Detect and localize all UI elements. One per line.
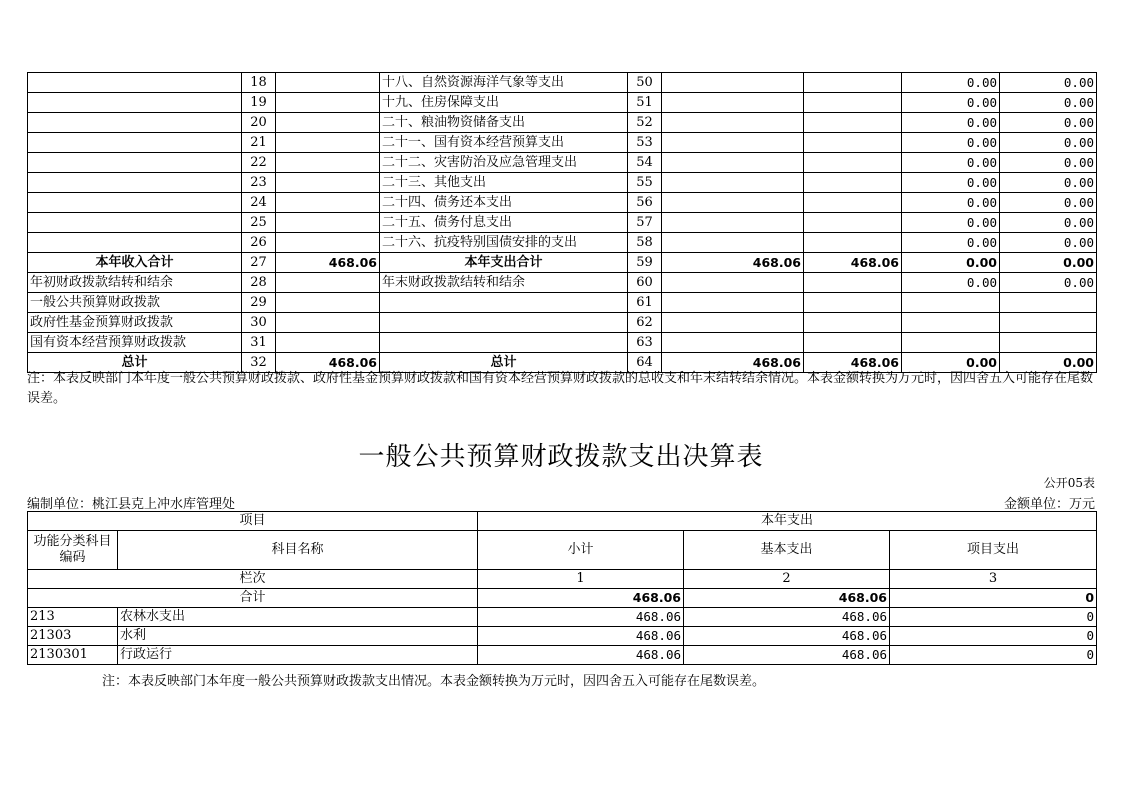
left-amount: 468.06 [276, 353, 380, 373]
amount-state-capital: 0.00 [1000, 253, 1097, 273]
left-item: 总计 [28, 353, 242, 373]
total-label: 合计 [28, 589, 478, 608]
left-amount [276, 173, 380, 193]
table2-note: 注：本表反映部门本年度一般公共预算财政拨款支出情况。本表金额转换为万元时，因四舍五入可能存在尾数误差。 [102, 674, 766, 689]
left-line-no: 25 [242, 213, 276, 233]
right-item: 十八、自然资源海洋气象等支出 [380, 73, 628, 93]
right-line-no: 54 [628, 153, 662, 173]
left-item: 年初财政拨款结转和结余 [28, 273, 242, 293]
table-row [28, 133, 1097, 153]
left-item: 国有资本经营预算财政拨款 [28, 333, 242, 353]
amount-fund: 0.00 [902, 213, 1000, 233]
right-item: 二十二、灾害防治及应急管理支出 [380, 153, 628, 173]
total-subtotal: 468.06 [478, 589, 684, 608]
col-number-1: 1 [478, 570, 684, 589]
header-subtotal: 小计 [478, 531, 684, 570]
table-row [28, 173, 1097, 193]
amount-fund: 0.00 [902, 173, 1000, 193]
right-item: 十九、住房保障支出 [380, 93, 628, 113]
table-row [28, 627, 1097, 646]
right-item: 总计 [380, 353, 628, 373]
right-line-no: 59 [628, 253, 662, 273]
left-line-no: 23 [242, 173, 276, 193]
amount-total [662, 313, 804, 333]
header-basic: 基本支出 [684, 531, 890, 570]
amount-state-capital: 0.00 [1000, 133, 1097, 153]
right-line-no: 53 [628, 133, 662, 153]
left-amount [276, 213, 380, 233]
left-amount [276, 333, 380, 353]
table-row [28, 608, 1097, 627]
amount-state-capital: 0.00 [1000, 273, 1097, 293]
amount-total [662, 73, 804, 93]
table-row [28, 333, 1097, 353]
left-line-no: 19 [242, 93, 276, 113]
amount-unit: 金额单位：万元 [1003, 497, 1095, 512]
left-line-no: 28 [242, 273, 276, 293]
amount-total: 468.06 [662, 253, 804, 273]
left-line-no: 21 [242, 133, 276, 153]
amount-state-capital: 0.00 [1000, 193, 1097, 213]
amount-total: 468.06 [662, 353, 804, 373]
project-amount: 0 [890, 608, 1097, 627]
left-line-no: 22 [242, 153, 276, 173]
header-code: 功能分类科目编码 [28, 531, 118, 570]
amount-general [804, 333, 902, 353]
left-item [28, 233, 242, 253]
left-line-no: 29 [242, 293, 276, 313]
amount-fund: 0.00 [902, 273, 1000, 293]
project-amount: 0 [890, 646, 1097, 665]
amount-state-capital: 0.00 [1000, 73, 1097, 93]
left-amount [276, 293, 380, 313]
left-line-no: 30 [242, 313, 276, 333]
right-line-no: 63 [628, 333, 662, 353]
amount-fund: 0.00 [902, 73, 1000, 93]
right-item: 本年支出合计 [380, 253, 628, 273]
amount-fund: 0.00 [902, 133, 1000, 153]
right-line-no: 55 [628, 173, 662, 193]
form-number: 公开05表 [1043, 476, 1095, 490]
function-code: 2130301 [28, 646, 118, 665]
amount-fund: 0.00 [902, 233, 1000, 253]
left-amount [276, 133, 380, 153]
right-item: 年末财政拨款结转和结余 [380, 273, 628, 293]
left-amount [276, 273, 380, 293]
amount-total [662, 193, 804, 213]
amount-total [662, 133, 804, 153]
right-item: 二十六、抗疫特别国债安排的支出 [380, 233, 628, 253]
subtotal-amount: 468.06 [478, 608, 684, 627]
left-amount [276, 73, 380, 93]
basic-amount: 468.06 [684, 608, 890, 627]
amount-general [804, 213, 902, 233]
right-line-no: 51 [628, 93, 662, 113]
header-project: 项目 [28, 512, 478, 531]
table-row [28, 253, 1097, 273]
amount-general [804, 153, 902, 173]
table-row [28, 293, 1097, 313]
right-line-no: 62 [628, 313, 662, 333]
amount-general [804, 273, 902, 293]
amount-state-capital: 0.00 [1000, 213, 1097, 233]
amount-state-capital: 0.00 [1000, 353, 1097, 373]
page-title: 一般公共预算财政拨款支出决算表 [358, 442, 764, 472]
amount-state-capital [1000, 313, 1097, 333]
total-basic: 468.06 [684, 589, 890, 608]
amount-state-capital [1000, 333, 1097, 353]
amount-state-capital [1000, 293, 1097, 313]
amount-general [804, 173, 902, 193]
amount-fund [902, 333, 1000, 353]
total-project-exp: 0 [890, 589, 1097, 608]
left-item: 本年收入合计 [28, 253, 242, 273]
subject-name: 水利 [118, 627, 478, 646]
amount-general [804, 133, 902, 153]
right-line-no: 58 [628, 233, 662, 253]
amount-state-capital: 0.00 [1000, 113, 1097, 133]
amount-general [804, 113, 902, 133]
left-item [28, 213, 242, 233]
subject-name: 行政运行 [118, 646, 478, 665]
amount-state-capital: 0.00 [1000, 153, 1097, 173]
amount-state-capital: 0.00 [1000, 173, 1097, 193]
left-item: 一般公共预算财政拨款 [28, 293, 242, 313]
left-item: 政府性基金预算财政拨款 [28, 313, 242, 333]
table1-note: 注：本表反映部门本年度一般公共预算财政拨款、政府性基金预算财政拨款和国有资本经营预算财政拨款的总收支和年末结转结余情况。本表金额转换为万元时，因四舍五入可能存在尾数误差。 [27, 371, 1094, 406]
left-line-no: 26 [242, 233, 276, 253]
amount-fund: 0.00 [902, 153, 1000, 173]
left-line-no: 24 [242, 193, 276, 213]
header-this-year: 本年支出 [478, 512, 1097, 531]
right-item: 二十、粮油物资储备支出 [380, 113, 628, 133]
left-line-no: 27 [242, 253, 276, 273]
amount-total [662, 233, 804, 253]
amount-fund [902, 293, 1000, 313]
left-item [28, 93, 242, 113]
left-item [28, 173, 242, 193]
left-item [28, 193, 242, 213]
amount-total [662, 113, 804, 133]
table-row [28, 73, 1097, 93]
function-code: 213 [28, 608, 118, 627]
subtotal-amount: 468.06 [478, 627, 684, 646]
subject-name: 农林水支出 [118, 608, 478, 627]
left-amount [276, 93, 380, 113]
left-amount: 468.06 [276, 253, 380, 273]
right-line-no: 64 [628, 353, 662, 373]
header-name: 科目名称 [118, 531, 478, 570]
amount-general [804, 313, 902, 333]
right-line-no: 61 [628, 293, 662, 313]
left-amount [276, 313, 380, 333]
amount-fund: 0.00 [902, 113, 1000, 133]
basic-amount: 468.06 [684, 646, 890, 665]
amount-general [804, 193, 902, 213]
function-code: 21303 [28, 627, 118, 646]
left-amount [276, 193, 380, 213]
table-row [28, 213, 1097, 233]
left-item [28, 153, 242, 173]
amount-fund: 0.00 [902, 93, 1000, 113]
col-label: 栏次 [28, 570, 478, 589]
amount-total [662, 173, 804, 193]
col-number-2: 2 [684, 570, 890, 589]
amount-general [804, 73, 902, 93]
table-row [28, 313, 1097, 333]
right-item [380, 293, 628, 313]
amount-total [662, 153, 804, 173]
subtotal-amount: 468.06 [478, 646, 684, 665]
left-amount [276, 233, 380, 253]
left-amount [276, 113, 380, 133]
right-item [380, 333, 628, 353]
amount-total [662, 333, 804, 353]
left-amount [276, 153, 380, 173]
left-item [28, 73, 242, 93]
table-row [28, 193, 1097, 213]
amount-general [804, 293, 902, 313]
right-item [380, 313, 628, 333]
reporting-unit: 编制单位：桃江县克上冲水库管理处 [27, 497, 236, 512]
amount-fund [902, 313, 1000, 333]
left-line-no: 31 [242, 333, 276, 353]
right-item: 二十三、其他支出 [380, 173, 628, 193]
project-amount: 0 [890, 627, 1097, 646]
left-item [28, 133, 242, 153]
amount-general [804, 233, 902, 253]
amount-state-capital: 0.00 [1000, 233, 1097, 253]
basic-amount: 468.06 [684, 627, 890, 646]
right-item: 二十五、债务付息支出 [380, 213, 628, 233]
revenue-expenditure-table [27, 72, 1097, 373]
amount-general: 468.06 [804, 253, 902, 273]
right-line-no: 57 [628, 213, 662, 233]
right-line-no: 50 [628, 73, 662, 93]
amount-fund: 0.00 [902, 193, 1000, 213]
table-row [28, 113, 1097, 133]
amount-state-capital: 0.00 [1000, 93, 1097, 113]
table-row [28, 273, 1097, 293]
right-line-no: 52 [628, 113, 662, 133]
amount-fund: 0.00 [902, 353, 1000, 373]
amount-general: 468.06 [804, 353, 902, 373]
left-line-no: 32 [242, 353, 276, 373]
table-row [28, 93, 1097, 113]
amount-general [804, 93, 902, 113]
expenditure-table [27, 511, 1097, 665]
header-project-exp: 项目支出 [890, 531, 1097, 570]
table-row [28, 646, 1097, 665]
left-line-no: 18 [242, 73, 276, 93]
left-line-no: 20 [242, 113, 276, 133]
left-item [28, 113, 242, 133]
col-number-3: 3 [890, 570, 1097, 589]
right-line-no: 56 [628, 193, 662, 213]
amount-total [662, 213, 804, 233]
amount-fund: 0.00 [902, 253, 1000, 273]
table-row [28, 233, 1097, 253]
right-item: 二十一、国有资本经营预算支出 [380, 133, 628, 153]
amount-total [662, 93, 804, 113]
right-item: 二十四、债务还本支出 [380, 193, 628, 213]
amount-total [662, 273, 804, 293]
table-row [28, 153, 1097, 173]
amount-total [662, 293, 804, 313]
right-line-no: 60 [628, 273, 662, 293]
